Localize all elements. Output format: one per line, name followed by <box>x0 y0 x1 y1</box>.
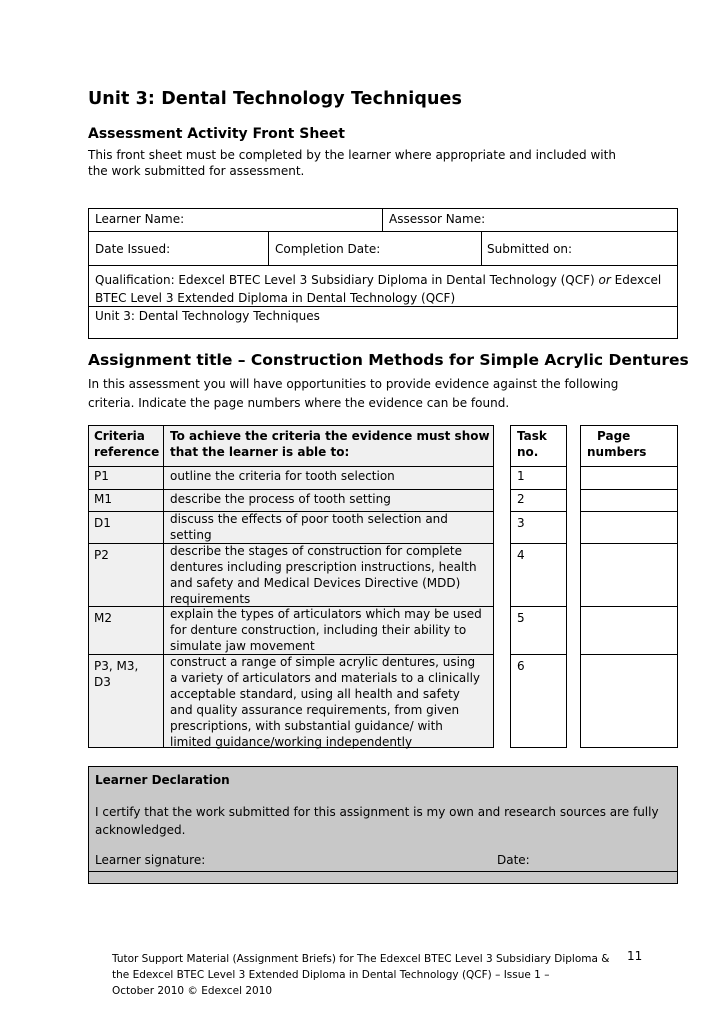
criteria-reference: P3, M3, <box>94 659 139 673</box>
assignment-intro-1: In this assessment you will have opportunities to provide evidence against the following <box>88 377 619 391</box>
declaration-title: Learner Declaration <box>95 773 230 787</box>
date-label: Date: <box>497 853 530 867</box>
criteria-row-divider <box>510 543 567 544</box>
header-achieve-1: To achieve the criteria the evidence must show <box>170 429 490 443</box>
criteria-reference: D1 <box>94 516 111 530</box>
criteria-row-divider <box>510 606 567 607</box>
criteria-description: setting <box>170 528 212 542</box>
criteria-description: prescriptions, with substantial guidance/ with <box>170 719 443 733</box>
assignment-intro-2: criteria. Indicate the page numbers where the evidence can be found. <box>88 396 510 410</box>
criteria-description: construct a range of simple acrylic dentures, using <box>170 655 476 669</box>
criteria-reference: M2 <box>94 611 112 625</box>
task-number: 6 <box>517 659 525 673</box>
header-criteria-1: Criteria <box>94 429 145 443</box>
assessor-name-label: Assessor Name: <box>389 212 486 226</box>
criteria-description: explain the types of articulators which may be used <box>170 607 482 621</box>
sheet-title: Assessment Activity Front Sheet <box>88 126 345 142</box>
criteria-row-divider <box>580 511 678 512</box>
criteria-description: for denture construction, including their ability to <box>170 623 467 637</box>
qualification-text: Qualification: Edexcel BTEC Level 3 Subsidiary Diploma in Dental Technology (QCF) <box>95 273 595 287</box>
criteria-row-divider <box>580 543 678 544</box>
declaration-text-2: acknowledged. <box>95 823 186 837</box>
task-number: 2 <box>517 492 525 506</box>
unit-title: Unit 3: Dental Technology Techniques <box>88 89 462 109</box>
criteria-row-divider <box>580 489 678 490</box>
header-page-1: Page <box>597 429 631 443</box>
criteria-description: and quality assurance requirements, from given <box>170 703 460 717</box>
criteria-reference: P1 <box>94 469 109 483</box>
criteria-row-divider <box>510 466 567 467</box>
intro-line-2: the work submitted for assessment. <box>88 164 305 178</box>
info-col-divider <box>382 208 383 231</box>
qualification-line-2: BTEC Level 3 Extended Diploma in Dental Technology (QCF) <box>95 291 456 305</box>
criteria-description: dentures including prescription instructions, health <box>170 560 477 574</box>
header-page-2: numbers <box>587 445 647 459</box>
criteria-description: a variety of articulators and materials to a clinically <box>170 671 481 685</box>
declaration-inner-line <box>88 871 678 872</box>
header-task-1: Task <box>517 429 547 443</box>
criteria-reference: M1 <box>94 492 112 506</box>
criteria-row-divider <box>580 606 678 607</box>
learner-name-label: Learner Name: <box>95 212 185 226</box>
header-task-2: no. <box>517 445 539 459</box>
criteria-description: describe the stages of construction for complete <box>170 544 463 558</box>
qualification-or: or <box>598 273 611 287</box>
footer-line-3: October 2010 © Edexcel 2010 <box>112 985 273 997</box>
signature-label: Learner signature: <box>95 853 206 867</box>
declaration-text-1: I certify that the work submitted for this assignment is my own and research sources are fully <box>95 805 659 819</box>
page-number: 11 <box>627 949 643 963</box>
criteria-reference: P2 <box>94 548 109 562</box>
criteria-row-divider <box>580 466 678 467</box>
task-number: 3 <box>517 516 525 530</box>
footer-line-2: the Edexcel BTEC Level 3 Extended Diploma in Dental Technology (QCF) – Issue 1 – <box>112 969 550 981</box>
info-row-divider <box>88 231 678 232</box>
assignment-title: Assignment title – Construction Methods for Simple Acrylic Dentures <box>88 351 689 369</box>
submitted-on-label: Submitted on: <box>487 242 573 256</box>
qualification-text-edexcel: Edexcel <box>614 273 662 287</box>
criteria-description: outline the criteria for tooth selection <box>170 469 395 483</box>
criteria-row-divider <box>580 654 678 655</box>
criteria-description: and safety and Medical Devices Directive (MDD) <box>170 576 461 590</box>
criteria-row-divider <box>510 489 567 490</box>
info-col-divider <box>268 231 269 265</box>
page-block <box>580 425 678 748</box>
criteria-row-divider <box>88 489 494 490</box>
criteria-col-divider <box>163 425 164 748</box>
task-number: 5 <box>517 611 525 625</box>
criteria-description: requirements <box>170 592 251 606</box>
criteria-description: limited guidance/working independently <box>170 735 413 749</box>
date-issued-label: Date Issued: <box>95 242 171 256</box>
task-number: 4 <box>517 548 525 562</box>
criteria-description: discuss the effects of poor tooth selection and <box>170 512 448 526</box>
header-achieve-2: that the learner is able to: <box>170 445 350 459</box>
criteria-row-divider <box>88 466 494 467</box>
info-col-divider <box>481 231 482 265</box>
header-criteria-2: reference <box>94 445 160 459</box>
criteria-description: acceptable standard, using all health and safety <box>170 687 460 701</box>
criteria-row-divider <box>510 654 567 655</box>
info-row-divider <box>88 265 678 266</box>
completion-date-label: Completion Date: <box>275 242 381 256</box>
task-number: 1 <box>517 469 525 483</box>
criteria-description: simulate jaw movement <box>170 639 315 653</box>
criteria-reference: D3 <box>94 675 111 689</box>
footer-line-1: Tutor Support Material (Assignment Briefs) for The Edexcel BTEC Level 3 Subsidiary Diploma & <box>112 953 610 965</box>
qualification-line-1 <box>95 272 661 288</box>
criteria-row-divider <box>510 511 567 512</box>
criteria-description: describe the process of tooth setting <box>170 492 391 506</box>
info-row-divider <box>88 306 678 307</box>
unit-line: Unit 3: Dental Technology Techniques <box>95 309 320 323</box>
intro-line-1: This front sheet must be completed by the learner where appropriate and included with <box>88 148 616 162</box>
